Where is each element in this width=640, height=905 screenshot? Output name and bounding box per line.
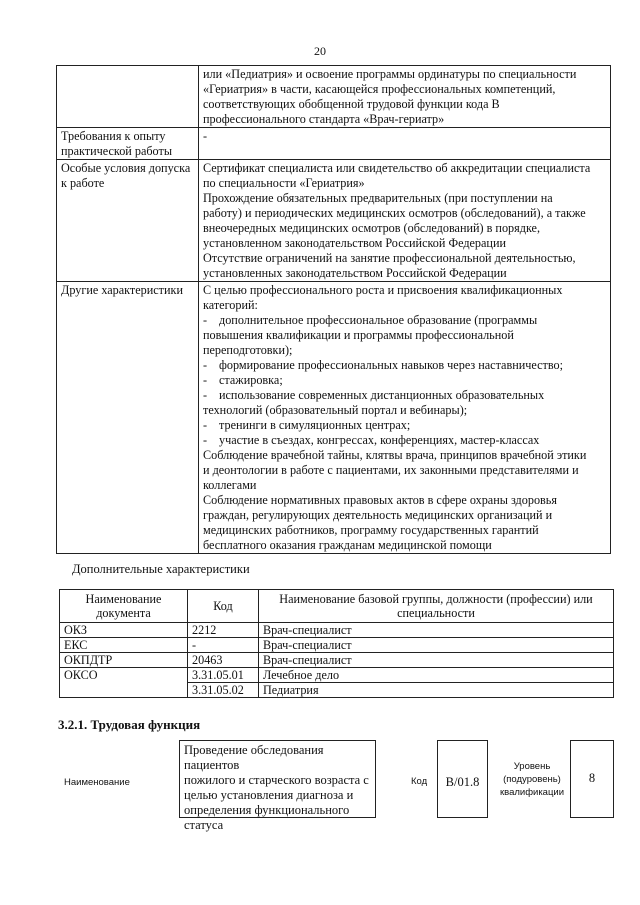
text-line: внеочередных медицинских осмотров (обследований) в порядке, <box>203 221 541 235</box>
bullet-item: - стажировка; <box>203 373 283 387</box>
column-header: Наименование документа <box>60 590 188 623</box>
text-line: определения функционального <box>184 803 350 817</box>
column-header: Код <box>188 590 259 623</box>
row-label <box>57 66 199 128</box>
text-line: Отсутствие ограничений на занятие профессиональной деятельностью, <box>203 251 576 265</box>
text-line: по специальности «Гериатрия» <box>203 176 365 190</box>
bullet-item: - дополнительное профессиональное образование (программы <box>203 313 538 327</box>
text-line: статуса <box>184 818 224 832</box>
text-line: коллегами <box>203 478 257 492</box>
table-cell: ОКЗ <box>60 623 188 638</box>
additional-heading: Дополнительные характеристики <box>72 562 250 576</box>
bullet-item: - тренинги в симуляционных центрах; <box>203 418 411 432</box>
text-line: целью установления диагноза и <box>184 788 354 802</box>
row-label: Требования к опыту практической работы <box>57 128 199 160</box>
row-value <box>199 160 611 282</box>
section-title: 3.2.1. Трудовая функция <box>58 717 201 732</box>
table-cell: 2212 <box>188 623 259 638</box>
text-line: граждан, регулирующих деятельность медицинских организаций и <box>203 508 553 522</box>
page-number: 20 <box>314 44 326 58</box>
text-line: - <box>203 129 208 143</box>
table-cell: 3.31.05.01 <box>188 668 259 683</box>
row-value <box>199 66 611 128</box>
table-header-row <box>60 590 614 623</box>
table-row <box>60 638 614 653</box>
qualification-level-value: 8 <box>570 740 614 818</box>
table-cell: ОКПДТР <box>60 653 188 668</box>
table-cell: - <box>188 638 259 653</box>
text-line: «Гериатрия» в части, касающейся профессиональных компетенций, <box>203 82 556 96</box>
table-row <box>60 623 614 638</box>
text-line: или «Педиатрия» и освоение программы ординатуры по специальности <box>203 67 577 81</box>
table-cell: Педиатрия <box>259 683 614 698</box>
table-cell: Лечебное дело <box>259 668 614 683</box>
text-line: технологий (образовательный портал и вебинары); <box>203 403 468 417</box>
table-row <box>57 66 611 128</box>
text-line: медицинских работников, программу государственных гарантий <box>203 523 539 537</box>
text-line: установленном законодательством Российской Федерации <box>203 236 507 250</box>
text-line: переподготовки); <box>203 343 293 357</box>
table-cell: 3.31.05.02 <box>188 683 259 698</box>
qualification-level-label: Уровень (подуровень) квалификации <box>499 761 565 798</box>
table-cell: ОКСО <box>60 668 188 698</box>
row-value <box>199 282 611 554</box>
table-row <box>57 128 611 160</box>
column-header: Наименование базовой группы, должности (профессии) или специальности <box>259 590 614 623</box>
text-line: бесплатного оказания гражданам медицинской помощи <box>203 538 492 552</box>
text-line: работу) и периодических медицинских осмотров (обследований), а также <box>203 206 586 220</box>
bullet-item: - использование современных дистанционных образовательных <box>203 388 545 402</box>
bullet-item: - формирование профессиональных навыков через наставничество; <box>203 358 563 372</box>
function-name-box <box>179 740 376 832</box>
code-label: Код <box>411 776 428 787</box>
text-line: установленных законодательством Российской Федерации <box>203 266 507 280</box>
code-value: B/01.8 <box>437 740 488 818</box>
text-line: и деонтологии в работе с пациентами, их законными представителями и <box>203 463 579 477</box>
text-line: Соблюдение врачебной тайны, клятвы врача, принципов врачебной этики <box>203 448 587 462</box>
table-row <box>60 653 614 668</box>
name-label: Наименование <box>64 777 130 788</box>
bullet-item: - участие в съездах, конгрессах, конференциях, мастер-классах <box>203 433 540 447</box>
table-cell: Врач-специалист <box>259 653 614 668</box>
text-line: Соблюдение нормативных правовых актов в сфере охраны здоровья <box>203 493 557 507</box>
text-line: Сертификат специалиста или свидетельство об аккредитации специалиста <box>203 161 591 175</box>
text-line: категорий: <box>203 298 258 312</box>
text-line: повышения квалификации и программы профессиональной <box>203 328 514 342</box>
text-line: соответствующих обобщенной трудовой функции кода В <box>203 97 500 111</box>
table-cell: Врач-специалист <box>259 638 614 653</box>
table-row <box>60 668 614 683</box>
row-label: Другие характеристики <box>57 282 199 554</box>
table-cell: 20463 <box>188 653 259 668</box>
text-line: Проведение обследования пациентов <box>184 743 324 772</box>
text-line: Прохождение обязательных предварительных (при поступлении на <box>203 191 553 205</box>
text-line: профессионального стандарта «Врач-гериатр» <box>203 112 445 126</box>
text-line: пожилого и старческого возраста с <box>184 773 369 787</box>
requirements-table <box>56 65 611 554</box>
row-label: Особые условия допуска к работе <box>57 160 199 282</box>
table-cell: Врач-специалист <box>259 623 614 638</box>
table-row <box>57 160 611 282</box>
additional-table <box>59 589 614 698</box>
text-line: С целью профессионального роста и присвоения квалификационных <box>203 283 563 297</box>
table-row <box>57 282 611 554</box>
row-value <box>199 128 611 160</box>
table-cell: ЕКС <box>60 638 188 653</box>
